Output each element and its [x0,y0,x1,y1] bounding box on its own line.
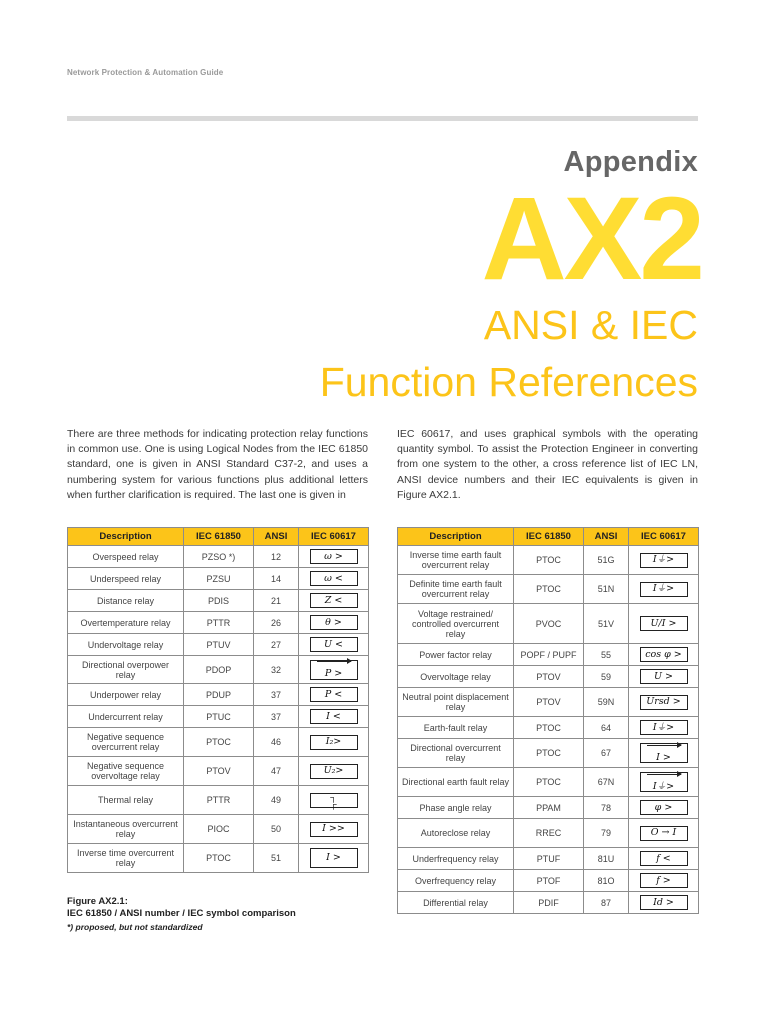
ansi-cell: 12 [254,546,299,568]
symbol-text: ω < [324,572,343,584]
undercurrent-symbol-icon [310,709,358,724]
description-cell: Underfrequency relay [398,848,514,870]
iec60617-cell [299,844,369,873]
table-row [398,688,699,717]
description-cell: Overfrequency relay [398,870,514,892]
iec61850-cell: PTUV [184,634,254,656]
iec61850-cell: RREC [514,819,584,848]
iec60617-cell [629,644,699,666]
description-cell: Negative sequence overvoltage relay [68,757,184,786]
ansi-cell: 50 [254,815,299,844]
iec61850-cell: PTOC [184,844,254,873]
function-reference-table-left [67,527,369,873]
appendix-code: AX2 [481,173,702,305]
ansi-cell: 26 [254,612,299,634]
iec60617-cell [629,819,699,848]
symbol-text: I > [326,852,341,864]
ansi-cell: 46 [254,728,299,757]
appendix-label: Appendix [563,146,698,178]
table-row [68,590,369,612]
ansi-cell: 51N [584,575,629,604]
iec61850-cell: PTUC [184,706,254,728]
iec60617-cell [299,590,369,612]
symbol-text: U/I > [650,617,677,629]
description-cell: Differential relay [398,892,514,914]
iec60617-cell [629,797,699,819]
iec61850-cell: PTOC [514,768,584,797]
table-row [398,604,699,644]
iec60617-cell [299,656,369,684]
header-iec61850: IEC 61850 [514,528,584,546]
table-row [68,568,369,590]
right-table-body [398,546,699,914]
voltage-restrained-symbol-icon [640,616,688,631]
iec60617-cell [299,757,369,786]
symbol-text: θ > [325,616,342,628]
description-cell: Inverse time overcurrent relay [68,844,184,873]
iec61850-cell: PDOP [184,656,254,684]
impedance-symbol-icon [310,593,358,608]
underspeed-symbol-icon [310,571,358,586]
description-cell: Overtemperature relay [68,612,184,634]
ansi-cell: 59N [584,688,629,717]
ansi-cell: 51V [584,604,629,644]
header-iec61850: IEC 61850 [184,528,254,546]
iec61850-cell: PTOV [514,688,584,717]
description-cell: Thermal relay [68,786,184,815]
iec61850-cell: PZSU [184,568,254,590]
iec60617-cell [299,706,369,728]
table-row [68,546,369,568]
table-row [68,786,369,815]
thermal-glyph-icon: ┐ ┌ [330,791,337,809]
iec61850-cell: PVOC [514,604,584,644]
header-iec60617: IEC 60617 [299,528,369,546]
iec61850-cell: PTOV [184,757,254,786]
symbol-text: φ > [654,801,673,813]
symbol-text: P > [324,668,343,680]
description-cell: Inverse time earth fault overcurrent relay [398,546,514,575]
header-ansi: ANSI [254,528,299,546]
table-row [398,546,699,575]
function-reference-table-right [397,527,699,914]
header-ansi: ANSI [584,528,629,546]
symbol-text: U₂> [323,765,344,777]
symbol-text: U < [324,638,343,650]
table-row [398,717,699,739]
definite-earth-fault-symbol-icon [640,582,688,597]
iec61850-cell: PTOV [514,666,584,688]
description-cell: Undercurrent relay [68,706,184,728]
symbol-text: f > [656,874,671,886]
table-row [398,739,699,768]
table-row [68,656,369,684]
iec60617-cell [299,728,369,757]
figure-footnote: *) proposed, but not standardized [67,922,203,932]
ansi-cell: 47 [254,757,299,786]
phase-angle-symbol-icon [640,800,688,815]
symbol-text: ω > [324,550,343,562]
iec61850-cell: PTOC [184,728,254,757]
iec61850-cell: PTTR [184,786,254,815]
symbol-text: Z < [324,594,343,606]
intro-paragraph-right: IEC 60617, and uses graphical symbols with the operating quantity symbol. To assist the Protection Engineer in converting from one system to the other, a cross reference list of IEC LN, ANSI device numbers and their IEC equivalents is given in Figure AX2.1. [397,428,698,501]
inverse-time-symbol-icon [310,848,358,868]
iec61850-cell: PTUF [514,848,584,870]
table-row [68,815,369,844]
negative-sequence-current-symbol-icon [310,735,358,750]
symbol-text: I > [656,751,671,763]
table-row [398,797,699,819]
description-cell: Autoreclose relay [398,819,514,848]
ansi-cell: 64 [584,717,629,739]
symbol-text: I⏚> [652,721,675,733]
negative-sequence-voltage-symbol-icon [310,764,358,779]
instantaneous-overcurrent-symbol-icon [310,822,358,837]
symbol-text: O → I [650,827,677,839]
table-row [398,575,699,604]
iec61850-cell: POPF / PUPF [514,644,584,666]
power-factor-symbol-icon [640,647,688,662]
symbol-text: Ursd > [646,696,681,708]
directional-overcurrent-symbol-icon [640,743,688,763]
description-cell: Distance relay [68,590,184,612]
thermal-symbol-icon [310,793,358,808]
page-title-line-2: Function References [319,359,698,405]
table-row [398,768,699,797]
ansi-cell: 67N [584,768,629,797]
underpower-symbol-icon [310,687,358,702]
symbol-text: I⏚> [652,554,675,566]
description-cell: Phase angle relay [398,797,514,819]
ansi-cell: 59 [584,666,629,688]
table-row [68,844,369,873]
ansi-cell: 37 [254,706,299,728]
iec60617-cell [629,546,699,575]
description-cell: Underpower relay [68,684,184,706]
description-cell: Neutral point displacement relay [398,688,514,717]
iec61850-cell: PTOC [514,546,584,575]
iec61850-cell: PTOF [514,870,584,892]
description-cell: Undervoltage relay [68,634,184,656]
header-description: Description [398,528,514,546]
iec61850-cell: PDUP [184,684,254,706]
guide-title: Network Protection & Automation Guide [67,68,224,77]
ansi-cell: 78 [584,797,629,819]
iec60617-cell [629,688,699,717]
ansi-cell: 32 [254,656,299,684]
overfrequency-symbol-icon [640,873,688,888]
symbol-text: cos φ > [645,648,682,660]
iec61850-cell: PTOC [514,717,584,739]
table-header-row [68,528,369,546]
iec60617-cell [629,848,699,870]
header-iec60617: IEC 60617 [629,528,699,546]
description-cell: Negative sequence overcurrent relay [68,728,184,757]
iec60617-cell [629,892,699,914]
table-row [68,757,369,786]
ansi-cell: 14 [254,568,299,590]
ansi-cell: 67 [584,739,629,768]
description-cell: Directional earth fault relay [398,768,514,797]
iec61850-cell: PIOC [184,815,254,844]
table-header-row [398,528,699,546]
overvoltage-symbol-icon [640,669,688,684]
iec60617-cell [629,768,699,797]
symbol-text: I >> [322,823,345,835]
underfrequency-symbol-icon [640,851,688,866]
iec60617-cell [629,739,699,768]
iec60617-cell [299,546,369,568]
direction-arrow-icon [647,774,681,780]
directional-power-symbol-icon [310,660,358,680]
description-cell: Definite time earth fault overcurrent relay [398,575,514,604]
table-row [398,666,699,688]
table-row [398,892,699,914]
ansi-cell: 79 [584,819,629,848]
left-table-body [68,546,369,873]
description-cell: Overvoltage relay [398,666,514,688]
symbol-text: f < [656,852,671,864]
page-title-line-1: ANSI & IEC [483,302,698,348]
header-description: Description [68,528,184,546]
iec61850-cell: PPAM [514,797,584,819]
differential-symbol-icon [640,895,688,910]
description-cell: Overspeed relay [68,546,184,568]
earth-fault-symbol-icon [640,720,688,735]
iec60617-cell [629,604,699,644]
table-row [398,819,699,848]
iec60617-cell [299,786,369,815]
ansi-cell: 51G [584,546,629,575]
ansi-cell: 21 [254,590,299,612]
description-cell: Earth-fault relay [398,717,514,739]
table-row [398,870,699,892]
symbol-text: U > [654,670,673,682]
iec60617-cell [629,717,699,739]
iec61850-cell: PTTR [184,612,254,634]
ansi-cell: 87 [584,892,629,914]
table-row [398,848,699,870]
figure-caption [67,896,296,920]
iec61850-cell: PZSO *) [184,546,254,568]
ansi-cell: 49 [254,786,299,815]
table-row [68,706,369,728]
ansi-cell: 27 [254,634,299,656]
ansi-cell: 37 [254,684,299,706]
description-cell: Directional overcurrent relay [398,739,514,768]
direction-arrow-icon [647,745,681,751]
iec60617-cell [299,684,369,706]
iec60617-cell [629,575,699,604]
description-cell: Power factor relay [398,644,514,666]
ansi-cell: 51 [254,844,299,873]
iec61850-cell: PDIF [514,892,584,914]
table-row [68,684,369,706]
iec61850-cell: PTOC [514,575,584,604]
iec61850-cell: PDIS [184,590,254,612]
table-row [68,634,369,656]
iec60617-cell [299,568,369,590]
iec60617-cell [299,634,369,656]
ansi-cell: 81U [584,848,629,870]
iec60617-cell [629,870,699,892]
undervoltage-symbol-icon [310,637,358,652]
autoreclose-symbol-icon [640,826,688,841]
symbol-text: I₂> [325,736,342,748]
inverse-earth-fault-symbol-icon [640,553,688,568]
iec61850-cell: PTOC [514,739,584,768]
neutral-displacement-symbol-icon [640,695,688,710]
symbol-text: I⏚> [652,780,675,792]
symbol-text: I < [326,710,341,722]
figure-caption-text: IEC 61850 / ANSI number / IEC symbol comparison [67,908,296,919]
description-cell: Underspeed relay [68,568,184,590]
iec60617-cell [299,612,369,634]
symbol-text: I⏚> [652,583,675,595]
ansi-cell: 81O [584,870,629,892]
table-row [68,612,369,634]
header-divider [67,116,698,121]
iec60617-cell [629,666,699,688]
direction-arrow-icon [317,661,351,667]
overspeed-symbol-icon [310,549,358,564]
table-row [68,728,369,757]
description-cell: Directional overpower relay [68,656,184,684]
figure-label: Figure AX2.1: [67,896,128,907]
intro-paragraph-left: There are three methods for indicating protection relay functions in common use. One is using Logical Nodes from the IEC 61850 standard, one is given in ANSI Standard C37-2, and uses a numbering system for various functions plus additional letters when further clarification is required. The last one is given in [67,428,368,501]
table-row [398,644,699,666]
description-cell: Instantaneous overcurrent relay [68,815,184,844]
symbol-text: P < [324,688,343,700]
iec60617-cell [299,815,369,844]
symbol-text: Id > [653,896,674,908]
temperature-symbol-icon [310,615,358,630]
description-cell: Voltage restrained/ controlled overcurrent relay [398,604,514,644]
ansi-cell: 55 [584,644,629,666]
directional-earth-fault-symbol-icon [640,772,688,792]
